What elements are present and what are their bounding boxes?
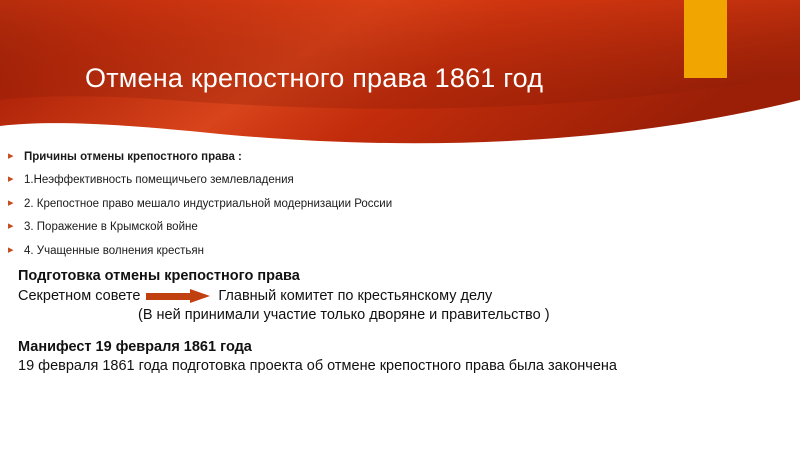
participation-note: (В ней принимали участие только дворяне и правительство ) <box>138 307 550 324</box>
bullet-arrow-icon: ▸ <box>8 243 14 256</box>
right-arrow-icon <box>146 289 212 303</box>
bullet-arrow-icon: ▸ <box>8 220 14 233</box>
bullet-arrow-icon: ▸ <box>8 150 14 162</box>
bullet-arrow-icon: ▸ <box>8 173 14 186</box>
list-item-label: 1.Неэффективность помещичьего землевладения <box>24 174 294 187</box>
page-title: Отмена крепостного права 1861 год <box>85 63 544 93</box>
list-item-label: Причины отмены крепостного права : <box>24 151 242 163</box>
arrow-target-label: Главный комитет по крестьянскому делу <box>218 287 493 304</box>
arrow-relation-row <box>18 287 788 307</box>
closing-statement: 19 февраля 1861 года подготовка проекта об отмене крепостного права была закончена <box>18 358 617 375</box>
list-item <box>0 244 800 258</box>
list-item <box>0 173 800 187</box>
section-subtitle-manifest: Манифест 19 февраля 1861 года <box>18 338 252 355</box>
bullet-arrow-icon: ▸ <box>8 196 14 209</box>
list-item-label: 2. Крепостное право мешало индустриальной модернизации России <box>24 197 393 210</box>
list-item <box>0 220 800 234</box>
list-item-label: 4. Учащенные волнения крестьян <box>24 244 204 257</box>
slide-header <box>0 0 800 145</box>
list-item-label: 3. Поражение в Крымской войне <box>24 221 198 234</box>
preparation-section <box>18 267 788 377</box>
slide-content <box>0 145 800 450</box>
causes-bullet-list <box>0 150 800 267</box>
arrow-source-label: Секретном совете <box>18 287 141 304</box>
section-subtitle-preparation: Подготовка отмены крепостного права <box>18 268 300 284</box>
list-item <box>0 197 800 211</box>
list-item <box>0 150 800 164</box>
